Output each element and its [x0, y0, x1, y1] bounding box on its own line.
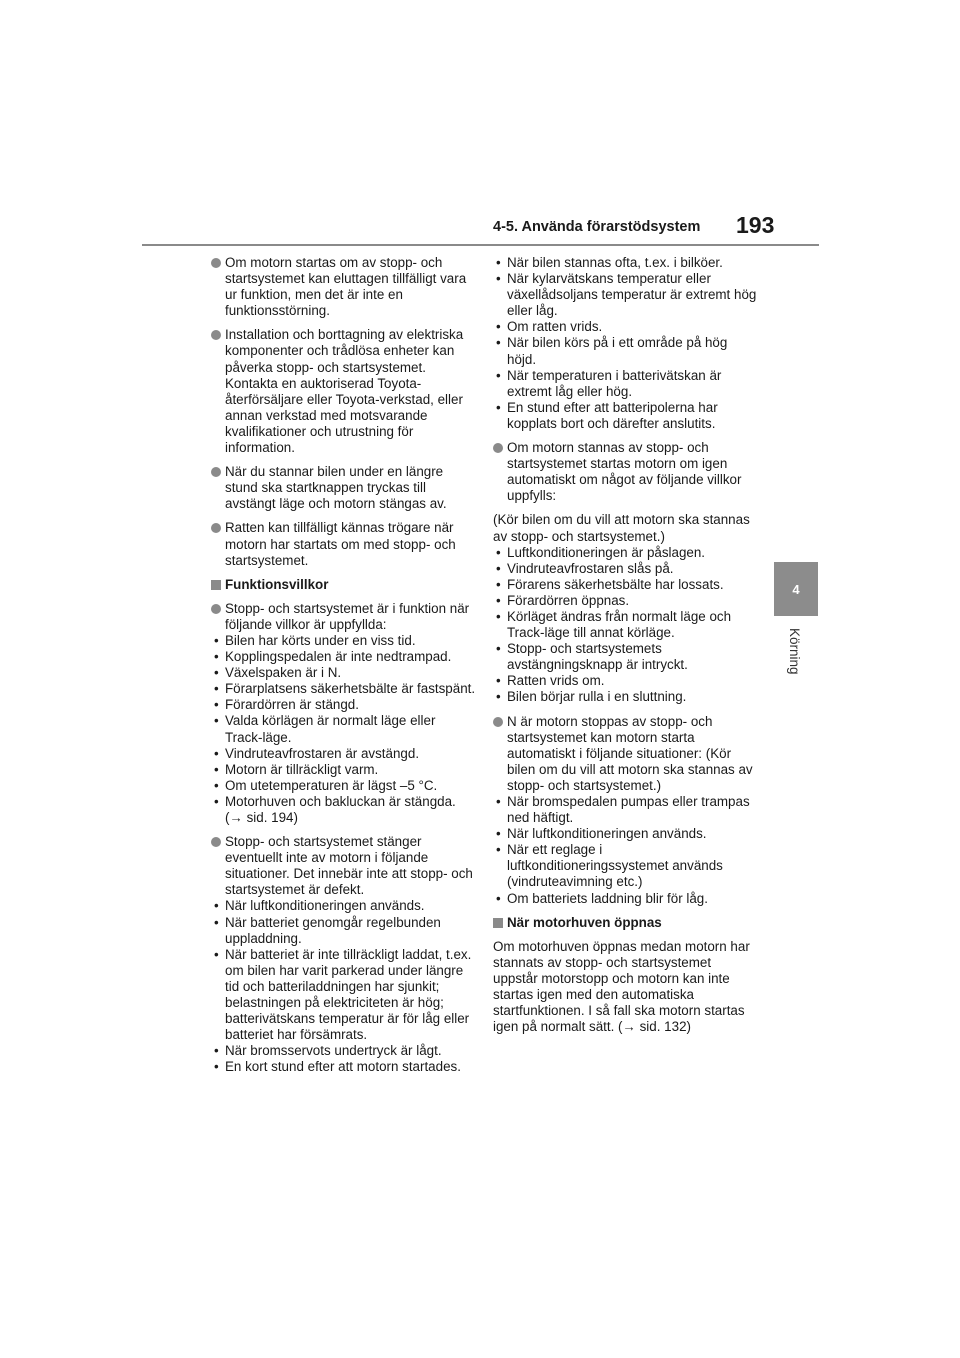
dot-icon: • — [496, 255, 501, 270]
dot-icon: • — [496, 560, 501, 576]
bullet-block — [211, 255, 476, 319]
circle-bullet-icon — [211, 467, 221, 477]
dot-icon: • — [214, 898, 219, 914]
list-item: • Förarplatsens säkerhetsbälte är fastspänt. — [214, 681, 476, 697]
dot-icon: • — [496, 794, 501, 809]
list-item: • Ratten vrids om. — [496, 673, 605, 689]
list-item: • Förardörren öppnas. — [496, 592, 630, 608]
paragraph-text: Om motorhuven öppnas medan motorn har stannats av stopp- och startsystemet uppstår motorstopp och motorn kan inte startas igen med den automatiska startfunktionen. I så fall ska motorn startas igen på normalt sätt. (→ sid. 132) — [493, 938, 750, 1035]
list-item: • När bilen stannas ofta, t.ex. i bilköer. — [496, 255, 723, 270]
list-item: • Vindruteavfrostaren är avstängd. — [214, 745, 420, 761]
header-rule — [142, 244, 819, 246]
list-item: • När temperaturen i batterivätskan är extremt låg eller hög. — [496, 367, 722, 399]
square-bullet-icon — [211, 580, 221, 590]
dot-icon: • — [214, 649, 219, 665]
list-item: • Förarens säkerhetsbälte har lossats. — [496, 576, 724, 592]
heading-text: Funktionsvillkor — [225, 576, 329, 592]
dot-icon: • — [496, 673, 501, 689]
list-item: • Körläget ändras från normalt läge och Track-läge till annat körläge. — [496, 608, 732, 641]
dot-icon: • — [214, 793, 219, 809]
circle-bullet-icon — [493, 717, 503, 727]
list-item: • Förardörren är stängd. — [214, 697, 359, 713]
bullet-block — [211, 601, 476, 826]
bullet-text: Stopp- och startsystemet är i funktion när följande villkor är uppfyllda: — [225, 600, 470, 632]
bullet-block — [493, 440, 758, 504]
list-item: • Motorhuven och bakluckan är stängda. (→ sid. 194) — [214, 793, 456, 825]
dot-icon: • — [214, 697, 219, 713]
bullet-text: När du stannar bilen under en längre stund ska startknappen tryckas till avstängt läge och motorn stängas av. — [225, 464, 447, 512]
circle-bullet-icon — [211, 258, 221, 268]
list-item: • När batteriet genomgår regelbunden uppladdning. — [214, 914, 441, 946]
square-bullet-icon — [493, 918, 503, 928]
list-item: • Valda körlägen är normalt läge eller Track-läge. — [214, 713, 436, 745]
dot-icon: • — [496, 592, 501, 608]
list-item: • Vindruteavfrostaren slås på. — [496, 560, 674, 576]
dot-icon: • — [214, 1059, 219, 1075]
bullet-block — [211, 464, 476, 512]
circle-bullet-icon — [211, 837, 221, 847]
dot-icon: • — [214, 946, 219, 962]
sub-list — [211, 633, 476, 826]
bullet-text: Stopp- och startsystemet stänger eventuellt inte av motorn i följande situationer. Det innebär inte att stopp- och startsystemet är defekt. — [225, 834, 473, 898]
bullet-block — [493, 714, 758, 907]
section-heading — [211, 577, 476, 593]
right-column — [493, 255, 758, 1043]
dot-icon: • — [496, 271, 501, 287]
list-item: • När bilen körs på i ett område på hög höjd. — [496, 335, 728, 367]
list-item: • Bilen har körts under en viss tid. — [214, 632, 416, 648]
bullet-text: N är motorn stoppas av stopp- och startsystemet kan motorn starta automatiskt i följande situationer: (Kör bilen om du vill att motorn ska stannas av stopp- och startsystemet.) — [507, 713, 753, 793]
dot-icon: • — [496, 544, 501, 560]
dot-icon: • — [214, 713, 219, 729]
dot-icon: • — [496, 319, 501, 335]
list-item: • Stopp- och startsystemets avstängningsknapp är intryckt. — [496, 641, 688, 673]
dot-icon: • — [496, 689, 501, 705]
chapter-label: Körning — [787, 628, 802, 675]
circle-bullet-icon — [211, 330, 221, 340]
bullet-text: Om motorn startas om av stopp- och startsystemet kan eluttagen tillfälligt vara ur funktion, men det är inte en funktionsstörning. — [225, 255, 467, 319]
sub-list — [493, 794, 758, 907]
dot-icon: • — [214, 777, 219, 793]
bullet-block — [211, 327, 476, 456]
circle-bullet-icon — [211, 523, 221, 533]
list-item: • När bromspedalen pumpas eller trampas ned häftigt. — [496, 794, 750, 826]
dot-icon: • — [496, 826, 501, 842]
sub-list — [211, 898, 476, 1075]
dot-icon: • — [496, 399, 501, 415]
list-item: • Om ratten vrids. — [496, 319, 603, 335]
list-item: • När luftkonditioneringen används. — [214, 898, 425, 914]
dot-icon: • — [496, 576, 501, 592]
bullet-text: Installation och borttagning av elektriska komponenter och trådlösa enheter kan påverka stopp- och startsystemet. Kontakta en auktoriserad Toyota-återförsäljare eller Toyota-verkstad, eller annan verkstad med motsvarande kvalifikationer och utrustning för information. — [225, 327, 464, 456]
list-item: • Om utetemperaturen är lägst –5 °C. — [214, 777, 438, 793]
list-item: • Växelspaken är i N. — [214, 665, 342, 681]
dot-icon: • — [496, 335, 501, 351]
list-item: • En kort stund efter att motorn startades. — [214, 1059, 461, 1075]
bullet-block — [211, 834, 476, 1075]
circle-bullet-icon — [493, 443, 503, 453]
page-number: 193 — [736, 212, 775, 238]
list-item: • Bilen börjar rulla i en sluttning. — [496, 689, 687, 705]
paragraph-text: (Kör bilen om du vill att motorn ska stannas av stopp- och startsystemet.) — [493, 512, 750, 544]
section-title: 4-5. Använda förarstödsystem — [493, 219, 701, 235]
list-item: • När luftkonditioneringen används. — [496, 826, 707, 842]
dot-icon: • — [214, 681, 219, 697]
chapter-tab — [774, 562, 818, 616]
bullet-text: Om motorn stannas av stopp- och startsystemet startas motorn om igen automatiskt om något av följande villkor uppfylls: — [507, 440, 742, 504]
sub-list — [493, 255, 758, 432]
section-heading — [493, 915, 758, 931]
heading-text: När motorhuven öppnas — [507, 914, 662, 930]
list-item: • Luftkonditioneringen är påslagen. — [496, 544, 706, 560]
dot-icon: • — [496, 890, 501, 906]
dot-icon: • — [214, 665, 219, 681]
left-column — [211, 255, 476, 1084]
dot-icon: • — [214, 914, 219, 930]
bullet-block — [211, 520, 476, 568]
dot-icon: • — [214, 761, 219, 777]
dot-icon: • — [214, 745, 219, 761]
list-item: • När bromsservots undertryck är lågt. — [214, 1043, 442, 1059]
dot-icon: • — [496, 367, 501, 383]
list-item: • Motorn är tillräckligt varm. — [214, 761, 379, 777]
dot-icon: • — [496, 842, 501, 858]
list-item: • Om batteriets laddning blir för låg. — [496, 890, 708, 906]
list-item: • Kopplingspedalen är inte nedtrampad. — [214, 649, 452, 665]
list-item: • När batteriet är inte tillräckligt laddat, t.ex. om bilen har varit parkerad under längre tid och batteriladdningen har sjunkit; belastningen på elektriciteten är hög; batterivätskans temperatur är för låg eller batteriet har försämrats. — [214, 946, 472, 1043]
list-item: • En stund efter att batteripolerna har kopplats bort och därefter anslutits. — [496, 399, 718, 431]
dot-icon: • — [496, 608, 501, 624]
list-item: • När ett reglage i luftkonditioneringssystemet används (vindruteavimning etc.) — [496, 842, 723, 890]
list-item: • När kylarvätskans temperatur eller växellådsoljans temperatur är extremt hög eller låg. — [496, 271, 757, 319]
dot-icon: • — [496, 641, 501, 657]
paragraph — [493, 512, 758, 705]
dot-icon: • — [214, 632, 219, 648]
chapter-number: 4 — [792, 581, 800, 597]
dot-icon: • — [214, 1043, 219, 1059]
bullet-text: Ratten kan tillfälligt kännas trögare när motorn har startats om med stopp- och startsystemet. — [225, 520, 456, 568]
circle-bullet-icon — [211, 604, 221, 614]
